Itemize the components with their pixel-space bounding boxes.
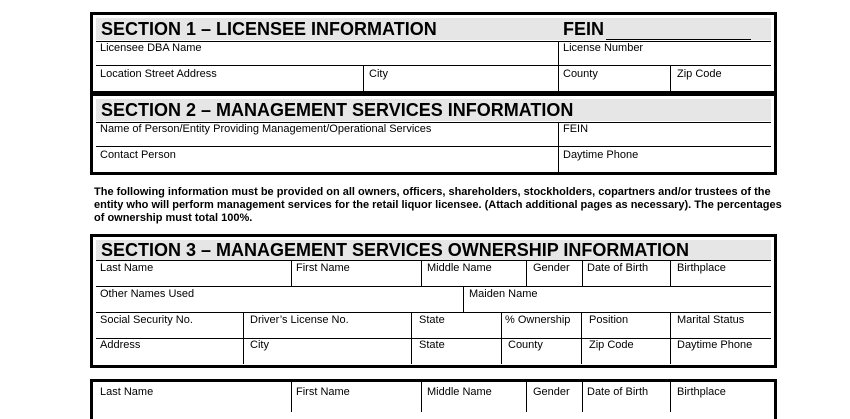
social-security-field[interactable]: Social Security No. [100, 314, 193, 326]
fein-line [606, 24, 751, 40]
section1-title: SECTION 1 – LICENSEE INFORMATION [101, 19, 437, 39]
section2-box [90, 93, 777, 175]
location-street-address-field[interactable]: Location Street Address [100, 68, 217, 80]
management-entity-name-field[interactable]: Name of Person/Entity Providing Management/Operational Services [100, 123, 432, 135]
section3-box [90, 234, 777, 368]
first-name-field[interactable]: First Name [296, 262, 350, 274]
last-name-field[interactable]: Last Name [100, 262, 154, 274]
fein-label: FEIN [563, 19, 605, 39]
section3-title: SECTION 3 – MANAGEMENT SERVICES OWNERSHIP INFORMATION [101, 240, 690, 260]
position-field[interactable]: Position [589, 314, 629, 326]
county-field[interactable]: County [563, 68, 598, 80]
owner-state-field[interactable]: State [419, 339, 445, 351]
next-birthplace-field[interactable]: Birthplace [677, 386, 726, 398]
owner-county-field[interactable]: County [508, 339, 543, 351]
next-owner-box [90, 379, 777, 419]
date-of-birth-field[interactable]: Date of Birth [587, 262, 649, 274]
next-date-of-birth-field[interactable]: Date of Birth [587, 386, 649, 398]
section1-box [90, 12, 777, 94]
drivers-license-field[interactable]: Driver’s License No. [250, 314, 349, 326]
owner-daytime-phone-field[interactable]: Daytime Phone [677, 339, 753, 351]
next-last-name-field[interactable]: Last Name [100, 386, 154, 398]
section3-header [96, 240, 771, 260]
maiden-name-field[interactable]: Maiden Name [469, 288, 538, 300]
owner-zip-code-field[interactable]: Zip Code [589, 339, 634, 351]
licensee-dba-name-field[interactable]: Licensee DBA Name [100, 42, 202, 54]
gender-field[interactable]: Gender [533, 262, 570, 274]
section2-header [96, 99, 771, 121]
ownership-instructions: The following information must be provided on all owners, officers, shareholders, stockholders, copartners and/or trustees of the entity who will perform management services for the retail liquor licensee. (Attach additional pages as necessary). The percentages of ownership must total 100%. [94, 186, 782, 224]
zip-code-field[interactable]: Zip Code [677, 68, 722, 80]
next-first-name-field[interactable]: First Name [296, 386, 350, 398]
birthplace-field[interactable]: Birthplace [677, 262, 726, 274]
ownership-percent-field[interactable]: % Ownership [505, 314, 571, 326]
contact-person-field[interactable]: Contact Person [100, 149, 176, 161]
management-fein-field[interactable]: FEIN [563, 123, 589, 135]
other-names-used-field[interactable]: Other Names Used [100, 288, 195, 300]
address-field[interactable]: Address [100, 339, 141, 351]
city-field[interactable]: City [369, 68, 388, 80]
section2-title: SECTION 2 – MANAGEMENT SERVICES INFORMATION [101, 100, 574, 120]
license-number-field[interactable]: License Number [563, 42, 644, 54]
fein-field[interactable] [563, 18, 751, 40]
daytime-phone-field[interactable]: Daytime Phone [563, 149, 639, 161]
marital-status-field[interactable]: Marital Status [677, 314, 745, 326]
next-middle-name-field[interactable]: Middle Name [427, 386, 492, 398]
next-gender-field[interactable]: Gender [533, 386, 570, 398]
dl-state-field[interactable]: State [419, 314, 445, 326]
owner-city-field[interactable]: City [250, 339, 269, 351]
middle-name-field[interactable]: Middle Name [427, 262, 492, 274]
section1-header [96, 18, 771, 40]
